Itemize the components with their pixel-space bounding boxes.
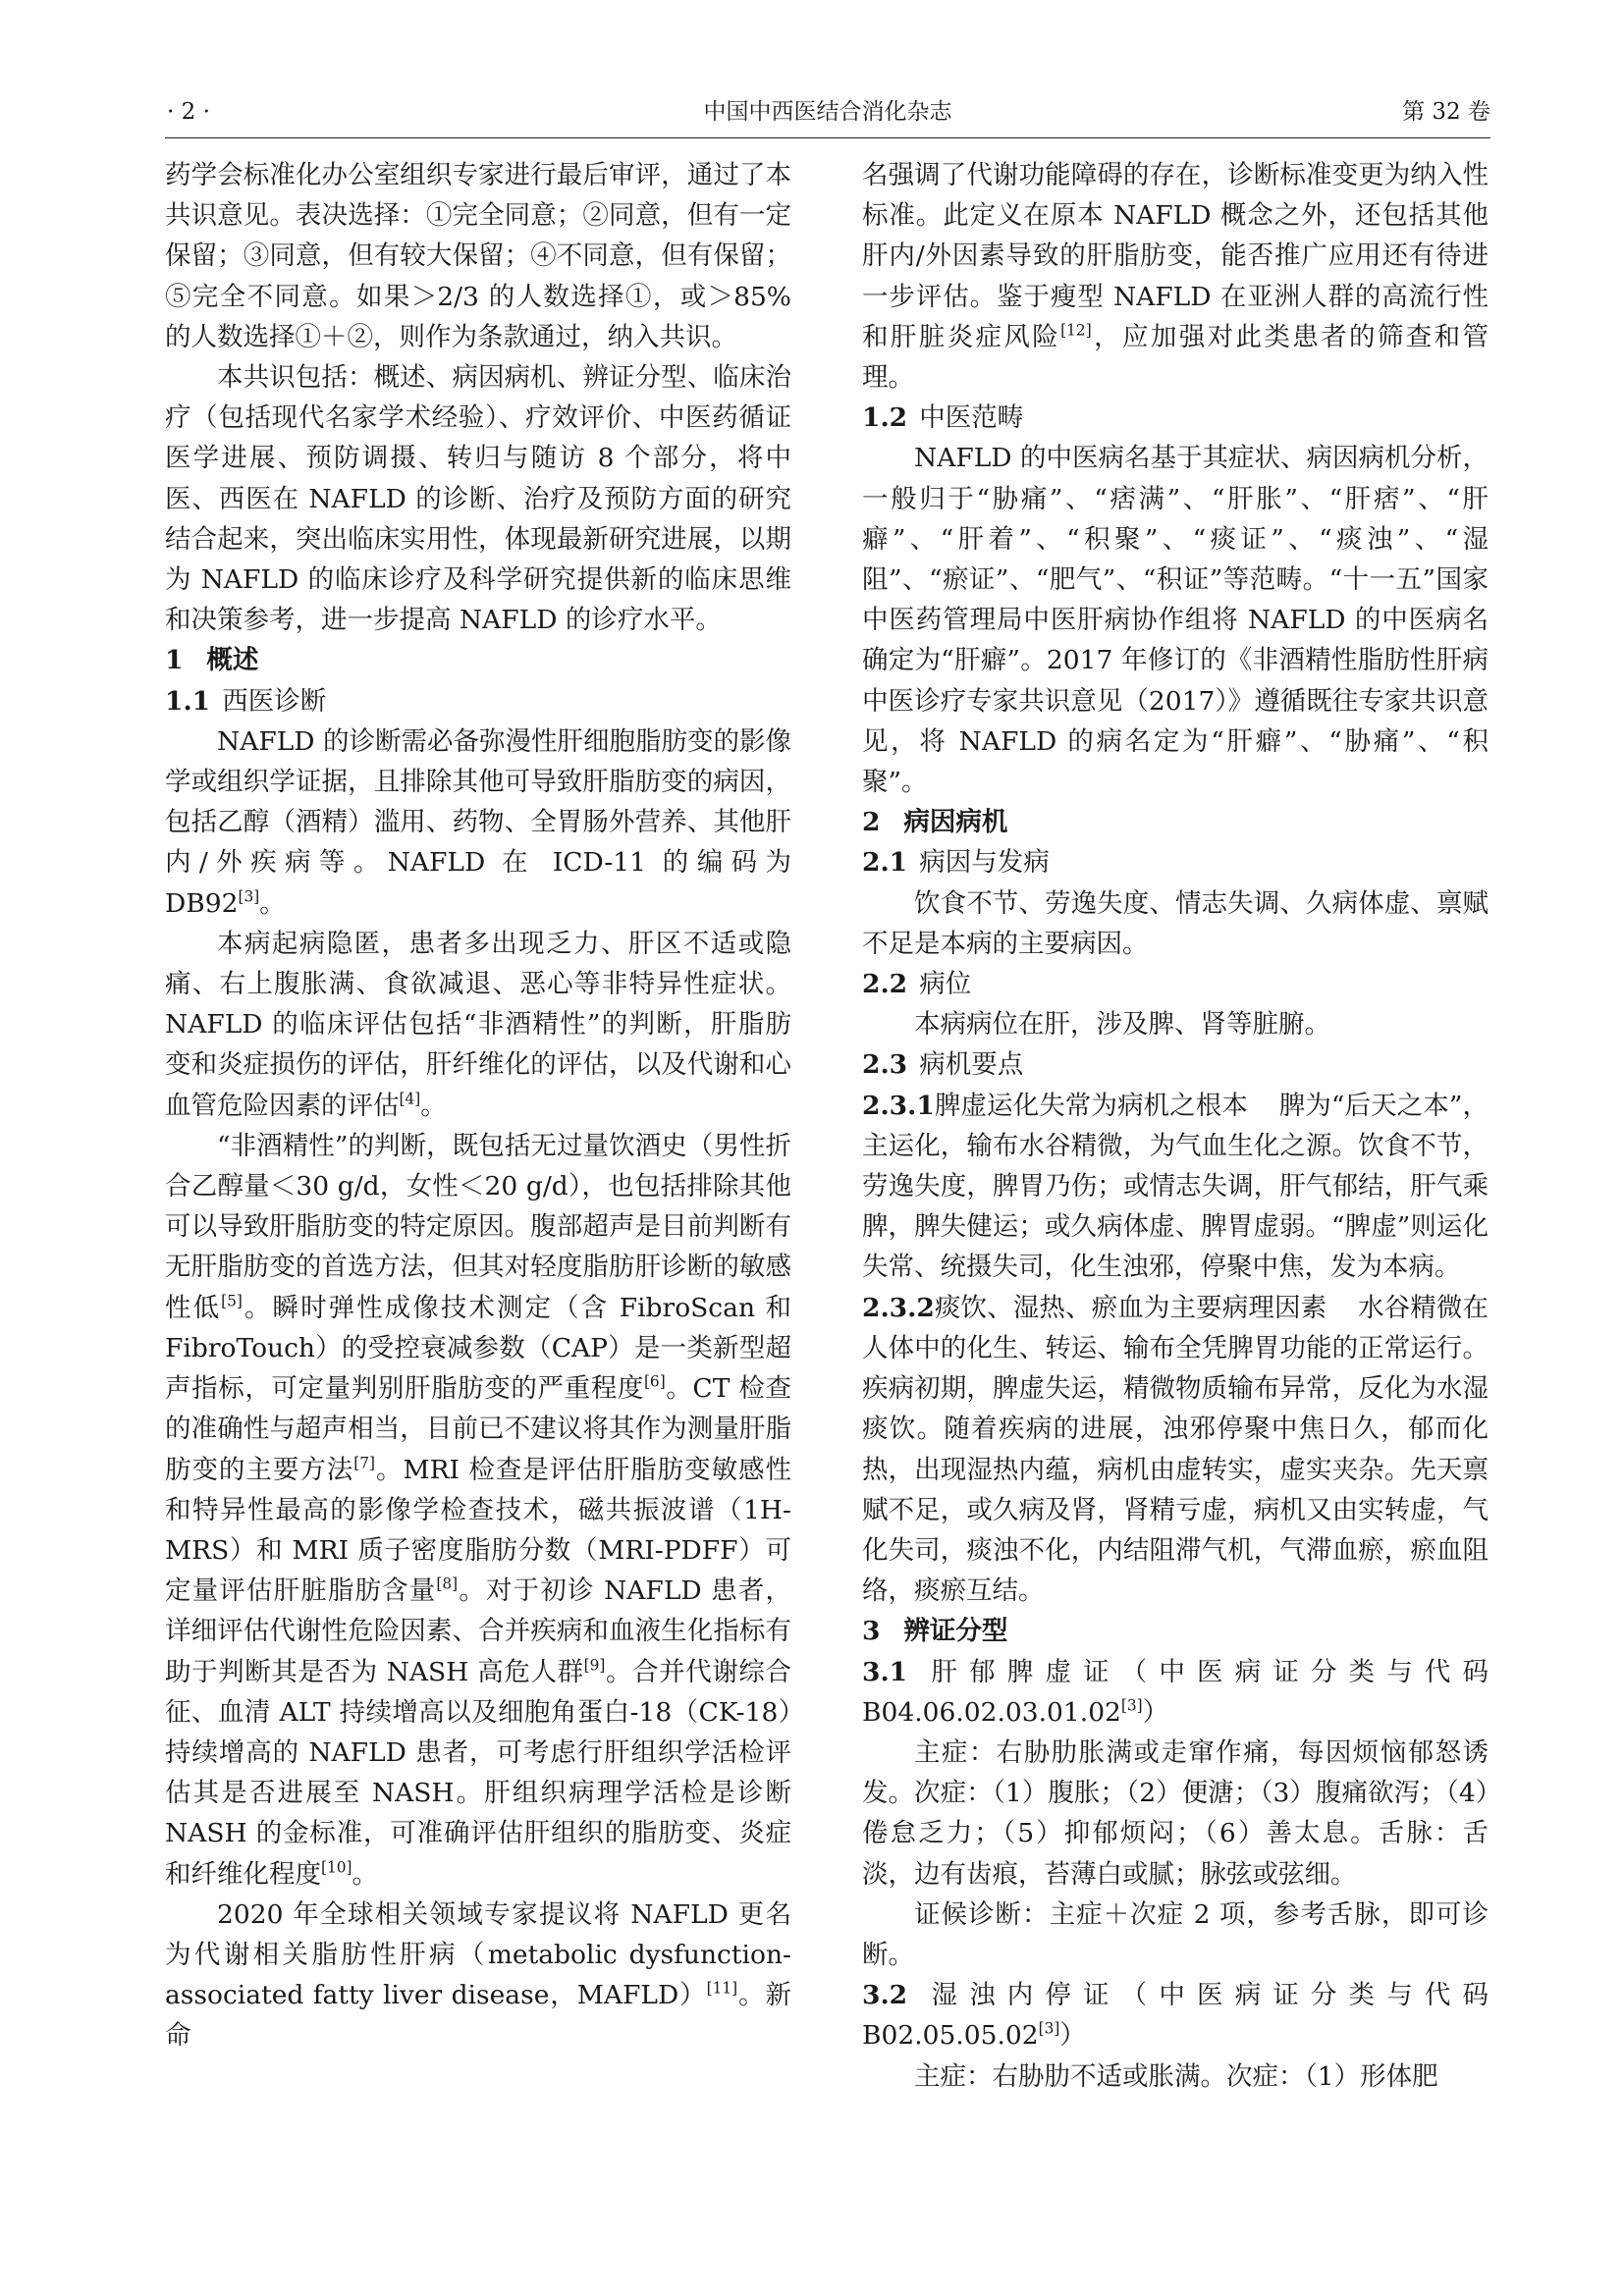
paragraph-text: 2020 年全球相关领域专家提议将 NAFLD 更名为代谢相关脂肪性肝病（metabolic dysfunction-associated fatty liver disease，MAFLD） xyxy=(165,1898,791,2011)
paragraph xyxy=(165,924,791,1126)
paragraph-text: 主症：右胁肋胀满或走窜作痛，每因烦恼郁怒诱发。次症：（1）腹胀；（2）便溏；（3）腹痛欲泻；（4）倦怠乏力；（5）抑郁烦闷；（6）善太息。舌脉：舌淡，边有齿痕，苔薄白或腻；脉弦或弦细。 xyxy=(862,1736,1489,1890)
left-column xyxy=(165,155,791,2056)
subsection-title: 病因与发病 xyxy=(919,847,1050,879)
citation-ref: [4] xyxy=(399,1089,421,1107)
subsection-heading xyxy=(862,398,1489,438)
citation-ref: [5] xyxy=(221,1291,243,1309)
subsubsection-paragraph xyxy=(862,1086,1489,1288)
text-run: 。瞬时弹性成像技术测定（含 FibroScan 和 FibroTouch）的受控衰减参数（CAP）是一类新型超声指标，可定量判别肝脂肪变的严重程度 xyxy=(165,1292,791,1405)
subsection-title: 病机要点 xyxy=(919,1049,1024,1081)
subsection-heading xyxy=(165,681,791,721)
section-title: 概述 xyxy=(206,645,259,676)
paragraph xyxy=(165,357,791,640)
paragraph-text: 本病病位在肝，涉及脾、肾等脏腑。 xyxy=(914,1009,1330,1041)
paragraph xyxy=(165,1126,791,1895)
section-number: 1 xyxy=(165,645,184,676)
subsubsection-title: 痰饮、湿热、瘀血为主要病理因素 xyxy=(934,1292,1327,1323)
paragraph-text: “非酒精性”的判断，既包括无过量饮酒史（男性折合乙醇量＜30 g/d，女性＜20 g/d），也包括排除其他可以导致肝脂肪变的特定原因。腹部超声是目前判断有无肝脂肪变的首选方法，但其对轻度脂肪肝诊断的敏感性低 xyxy=(165,1130,791,1323)
citation-ref: [9] xyxy=(583,1655,606,1674)
section-title: 病因病机 xyxy=(903,807,1008,838)
section-heading xyxy=(165,640,791,680)
subsection-number: 3.1 xyxy=(862,1656,908,1687)
paragraph-text: 本共识包括：概述、病因病机、辨证分型、临床治疗（包括现代名家学术经验）、疗效评价、中医药循证医学进展、预防调摄、转归与随访 8 个部分，将中医、西医在 NAFLD 的诊断、治疗及预防方面的研究结合起来，突出临床实用性，体现最新研究进展，以期为 NAFLD 的临床诊疗及科学研究提供新的临床思维和决策参考，进一步提高 NAFLD 的诊疗水平。 xyxy=(165,362,791,636)
right-column xyxy=(862,155,1489,2097)
text-run: 。合并代谢综合征、血清 ALT 持续增高以及细胞角蛋白-18（CK-18）持续增高的 NAFLD 患者，可考虑行肝组织学活检评估其是否进展至 NASH。肝组织病理学活检是诊断 NASH 的金标准，可准确评估肝组织的脂肪变、炎症和纤维化程度 xyxy=(165,1656,792,1890)
citation-ref: [11] xyxy=(706,1979,738,1998)
text-run: 。 xyxy=(420,1090,447,1121)
subsubsection-paragraph xyxy=(862,1288,1489,1612)
paragraph-text: 主症：右胁肋不适或胀满。次症：（1）形体肥 xyxy=(914,2060,1438,2092)
text-run: ，应加强对此类患者的筛查和管理。 xyxy=(862,321,1489,394)
running-header xyxy=(165,90,1490,133)
text-run: 。MRI 检查是评估肝脂肪变敏感性和特异性最高的影像学检查技术，磁共振波谱（1H-MRS）和 MRI 质子密度脂肪分数（MRI-PDFF）可定量评估肝脏脂肪含量 xyxy=(165,1454,791,1607)
paragraph xyxy=(862,1733,1489,1895)
paragraph-text: 水谷精微在人体中的化生、转运、输布全凭脾胃功能的正常运行。疾病初期，脾虚失运，精微物质输布异常，反化为水湿痰饮。随着疾病的进展，浊邪停聚中焦日久，郁而化热，出现湿热内蕴，病机由虚转实，虚实夹杂。先天禀赋不足，或久病及肾，肾精亏虚，病机又由实转虚，气化失司，痰浊不化，内结阻滞气机，气滞血瘀，瘀血阻络，痰瘀互结。 xyxy=(862,1292,1489,1607)
paragraph xyxy=(862,1895,1489,1975)
paragraph xyxy=(862,1004,1489,1044)
paragraph-text: 脾为“后天之本”，主运化，输布水谷精微，为气血生化之源。饮食不节，劳逸失度，脾胃乃伤；或情志失调，肝气郁结，肝气乘脾，脾失健运；或久病体虚、脾胃虚弱。“脾虚”则运化失常、统摄失司，化生浊邪，停聚中焦，发为本病。 xyxy=(862,1090,1489,1283)
paragraph xyxy=(165,1895,791,2056)
subsection-title: 西医诊断 xyxy=(222,685,327,717)
subsection-title: 中医范畴 xyxy=(919,402,1024,434)
subsection-heading xyxy=(862,1044,1489,1085)
paragraph-text: 本病起病隐匿，患者多出现乏力、肝区不适或隐痛、右上腹胀满、食欲减退、恶心等非特异性症状。NAFLD 的临床评估包括“非酒精性”的判断，肝脂肪变和炎症损伤的评估，肝纤维化的评估，以及代谢和心血管危险因素的评估 xyxy=(165,928,791,1121)
header-rule xyxy=(165,137,1490,138)
citation-ref: [10] xyxy=(321,1857,352,1876)
section-heading xyxy=(862,1611,1489,1651)
citation-ref: [8] xyxy=(436,1575,459,1593)
subsection-title: 病位 xyxy=(919,969,972,1000)
subsection-heading xyxy=(862,1975,1489,2056)
page-number: · 2 · xyxy=(167,99,210,125)
paragraph-text: 药学会标准化办公室组织专家进行最后审评，通过了本共识意见。表决选择：①完全同意；②同意，但有一定保留；③同意，但有较大保留；④不同意，但有保留；⑤完全不同意。如果＞2/3 的人数选择①，或＞85% 的人数选择①＋②，则作为条款通过，纳入共识。 xyxy=(165,160,791,352)
citation-ref: [12] xyxy=(1060,321,1092,340)
paragraph xyxy=(165,155,791,357)
section-title: 辨证分型 xyxy=(903,1616,1008,1647)
paragraph xyxy=(862,155,1489,398)
journal-name: 中国中西医结合消化杂志 xyxy=(703,99,952,125)
subsection-number: 3.2 xyxy=(862,1980,908,2011)
subsection-heading xyxy=(862,842,1489,882)
citation-ref: [3] xyxy=(1120,1695,1143,1714)
subsection-title: 湿浊内停证（中医病证分类与代码 B02.05.05.02 xyxy=(862,1980,1489,2052)
text-run: 。 xyxy=(352,1858,379,1890)
subsection-number: 2.1 xyxy=(862,847,908,879)
subsection-number: 1.2 xyxy=(862,402,908,434)
paragraph-text: NAFLD 的诊断需必备弥漫性肝细胞脂肪变的影像学或组织学证据，且排除其他可导致肝脂肪变的病因，包括乙醇（酒精）滥用、药物、全胃肠外营养、其他肝内/外疾病等。NAFLD 在 ICD-11 的编码为 DB92 xyxy=(165,725,791,919)
paragraph xyxy=(862,2056,1489,2097)
citation-ref: [7] xyxy=(353,1453,376,1471)
citation-ref: [3] xyxy=(1038,2019,1060,2038)
text-run: 。CT 检查的准确性与超声相当，目前已不建议将其作为测量肝脂肪变的主要方法 xyxy=(165,1373,792,1485)
paragraph xyxy=(862,438,1489,802)
subsection-heading xyxy=(862,964,1489,1004)
text-run: 。 xyxy=(259,887,286,919)
paragraph-text: 证候诊断：主症＋次症 2 项，参考舌脉，即可诊断。 xyxy=(862,1898,1489,1970)
subsection-number: 1.1 xyxy=(165,685,211,717)
paragraph xyxy=(165,721,791,924)
paragraph-text: 饮食不节、劳逸失度、情志失调、久病体虚、禀赋不足是本病的主要病因。 xyxy=(862,887,1489,959)
subsection-number: 2.2 xyxy=(862,969,908,1000)
citation-ref: [6] xyxy=(643,1372,666,1391)
paragraph-text: NAFLD 的中医病名基于其症状、病因病机分析，一般归于“胁痛”、“痞满”、“肝胀”、“肝痞”、“肝癖”、“肝着”、“积聚”、“痰证”、“痰浊”、“湿阻”、“瘀证”、“肥气”、“积证”等范畴。“十一五”国家中医药管理局中医肝病协作组将 NAFLD 的中医病名确定为“肝癖”。2017 年修订的《非酒精性脂肪性肝病中医诊疗专家共识意见（2017）》遵循既往专家共识意见，将 NAFLD 的病名定为“肝癖”、“胁痛”、“积聚”。 xyxy=(862,443,1489,798)
paragraph-text: 名强调了代谢功能障碍的存在，诊断标准变更为纳入性标准。此定义在原本 NAFLD 概念之外，还包括其他肝内/外因素导致的肝脂肪变，能否推广应用还有待进一步评估。鉴于瘦型 NAFLD 在亚洲人群的高流行性和肝脏炎症风险 xyxy=(862,160,1489,352)
citation-ref: [3] xyxy=(238,886,260,905)
text-run: 。对于初诊 NAFLD 患者，详细评估代谢性危险因素、合并疾病和血液生化指标有助于判断其是否为 NASH 高危人群 xyxy=(165,1575,792,1687)
paragraph xyxy=(862,883,1489,964)
section-heading xyxy=(862,802,1489,842)
subsubsection-title: 脾虚运化失常为病机之根本 xyxy=(934,1090,1248,1121)
subsection-heading xyxy=(862,1652,1489,1733)
subsection-title: 肝郁脾虚证（中医病证分类与代码 B04.06.02.03.01.02 xyxy=(862,1656,1489,1728)
section-number: 2 xyxy=(862,807,881,838)
volume-label: 第 32 卷 xyxy=(1402,99,1490,125)
subsubsection-number: 2.3.1 xyxy=(862,1090,935,1121)
text-run: ） xyxy=(1059,2020,1086,2052)
section-number: 3 xyxy=(862,1616,881,1647)
text-run: ） xyxy=(1142,1696,1169,1728)
subsection-number: 2.3 xyxy=(862,1049,908,1081)
subsubsection-number: 2.3.2 xyxy=(862,1292,935,1323)
text-run: 。新命 xyxy=(165,1980,792,2052)
